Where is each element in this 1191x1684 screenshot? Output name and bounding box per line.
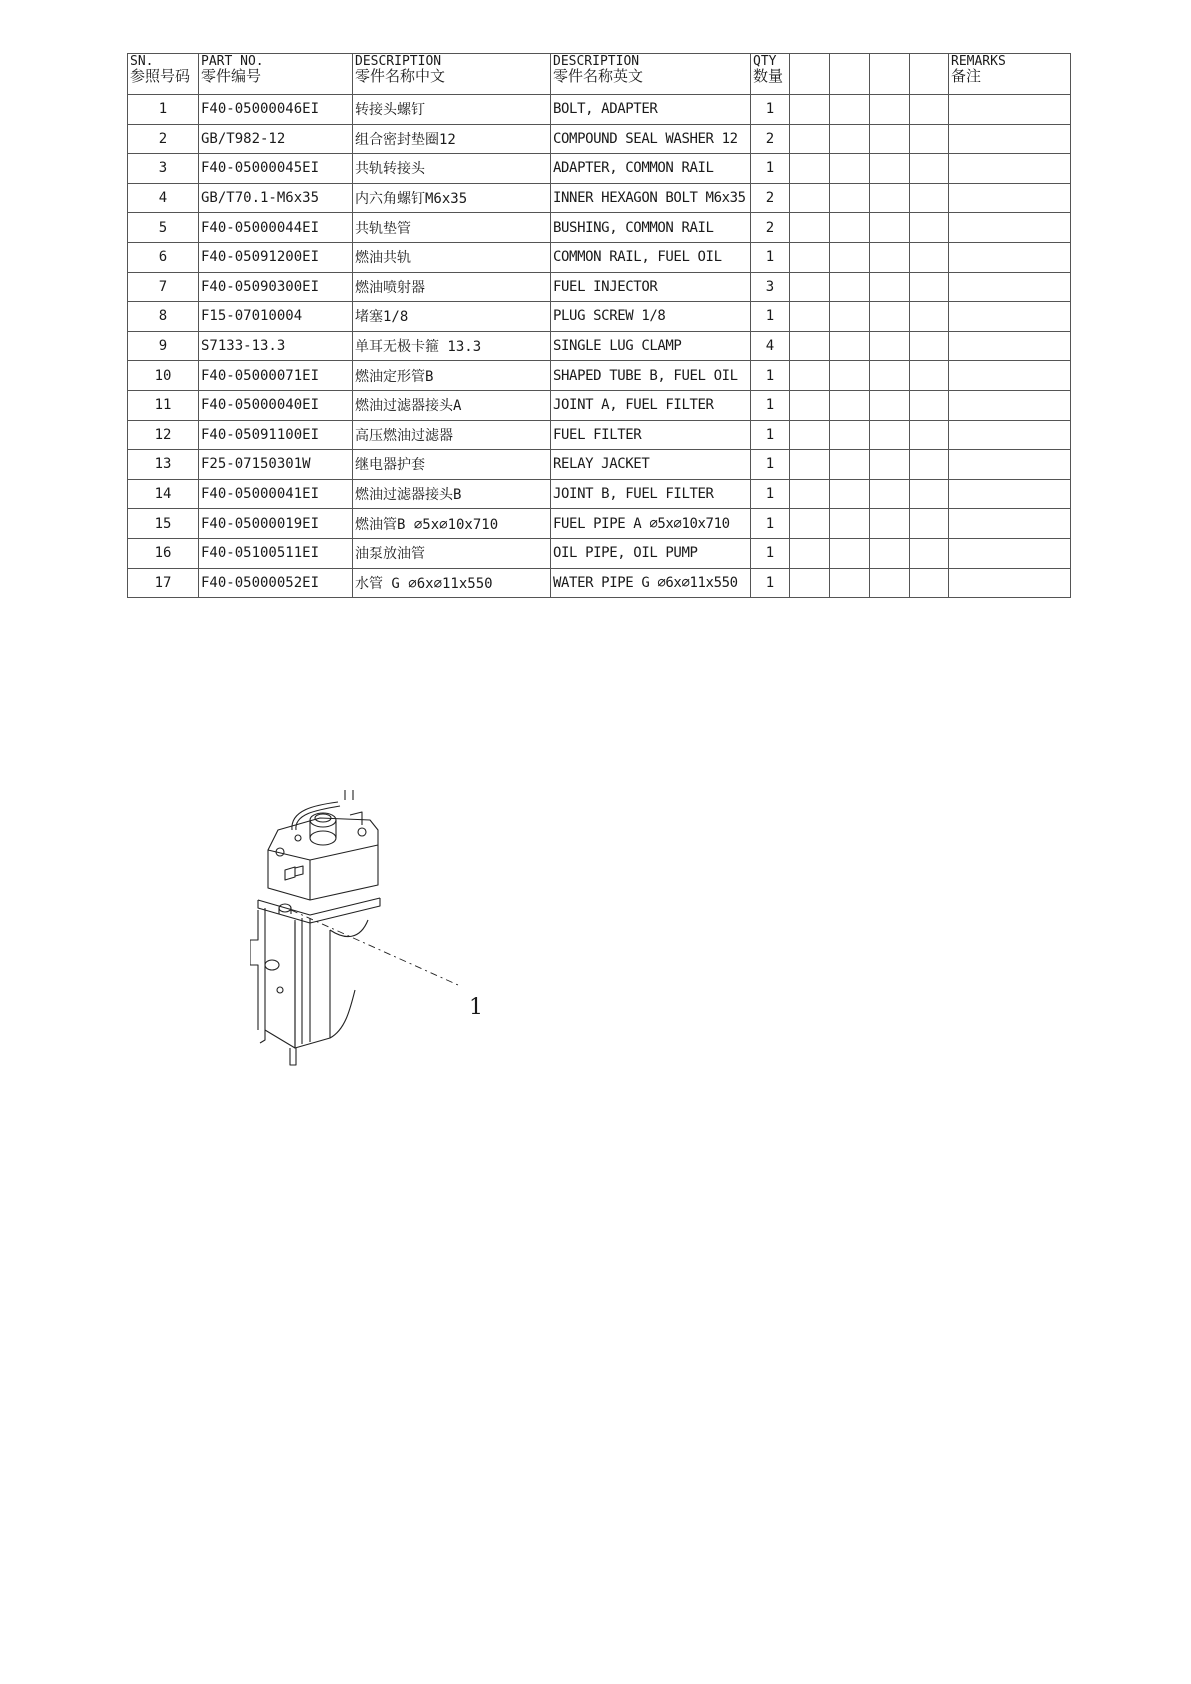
cell-part-number: F40-05091100EI [199, 420, 353, 450]
cell-description-en: OIL PIPE, OIL PUMP [551, 538, 751, 568]
cell-part-number: F40-05000044EI [199, 213, 353, 243]
column-header [128, 54, 199, 95]
cell-sn: 5 [128, 213, 199, 243]
cell-empty [790, 242, 830, 272]
cell-sn: 14 [128, 479, 199, 509]
column-header-cn: 参照号码 [130, 67, 191, 85]
table-row [128, 124, 1071, 154]
cell-empty [790, 183, 830, 213]
cell-remarks [949, 420, 1071, 450]
cell-empty [790, 509, 830, 539]
cell-quantity: 1 [751, 568, 790, 598]
cell-empty [870, 272, 910, 302]
cell-description-cn: 转接头螺钉 [353, 95, 551, 125]
cell-empty [830, 154, 870, 184]
cell-empty [910, 213, 949, 243]
cell-description-en: FUEL INJECTOR [551, 272, 751, 302]
cell-description-en: ADAPTER, COMMON RAIL [551, 154, 751, 184]
cell-description-cn: 燃油过滤器接头A [353, 390, 551, 420]
cell-empty [830, 95, 870, 125]
cell-empty [830, 331, 870, 361]
cell-empty [790, 95, 830, 125]
column-header-en: REMARKS [951, 54, 1006, 69]
cell-sn: 15 [128, 509, 199, 539]
table-row [128, 154, 1071, 184]
cell-quantity: 1 [751, 509, 790, 539]
cell-empty [790, 213, 830, 243]
cell-part-number: F25-07150301W [199, 450, 353, 480]
cell-remarks [949, 390, 1071, 420]
cell-empty [830, 568, 870, 598]
cell-sn: 16 [128, 538, 199, 568]
cell-remarks [949, 509, 1071, 539]
cell-empty [790, 479, 830, 509]
column-header-en: QTY [753, 54, 777, 69]
cell-remarks [949, 242, 1071, 272]
cell-quantity: 1 [751, 95, 790, 125]
cell-part-number: F40-05000052EI [199, 568, 353, 598]
cell-remarks [949, 95, 1071, 125]
cell-empty [870, 183, 910, 213]
cell-empty [830, 302, 870, 332]
cell-remarks [949, 568, 1071, 598]
cell-empty [830, 538, 870, 568]
cell-part-number: S7133-13.3 [199, 331, 353, 361]
column-header [551, 54, 751, 95]
column-header-cn: 零件编号 [201, 67, 262, 85]
cell-description-en: SINGLE LUG CLAMP [551, 331, 751, 361]
cell-description-en: COMMON RAIL, FUEL OIL [551, 242, 751, 272]
cell-empty [910, 183, 949, 213]
cell-remarks [949, 183, 1071, 213]
cell-part-number: F40-05000041EI [199, 479, 353, 509]
cell-empty [870, 213, 910, 243]
cell-part-number: F40-05091200EI [199, 242, 353, 272]
cell-description-en: RELAY JACKET [551, 450, 751, 480]
cell-empty [790, 420, 830, 450]
cell-empty [830, 420, 870, 450]
cell-empty [790, 538, 830, 568]
cell-empty [790, 302, 830, 332]
table-row [128, 331, 1071, 361]
cell-quantity: 1 [751, 420, 790, 450]
column-header-cn: 备注 [951, 67, 982, 85]
cell-description-cn: 单耳无极卡箍 13.3 [353, 331, 551, 361]
cell-description-cn: 内六角螺钉M6x35 [353, 183, 551, 213]
cell-quantity: 2 [751, 213, 790, 243]
cell-remarks [949, 450, 1071, 480]
column-header-en: DESCRIPTION [355, 54, 442, 69]
table-row [128, 479, 1071, 509]
cell-part-number: F40-05100511EI [199, 538, 353, 568]
cell-description-en: JOINT B, FUEL FILTER [551, 479, 751, 509]
cell-empty [830, 450, 870, 480]
cell-empty [910, 479, 949, 509]
cell-part-number: F40-05000071EI [199, 361, 353, 391]
table-row [128, 213, 1071, 243]
cell-remarks [949, 272, 1071, 302]
cell-empty [790, 272, 830, 302]
parts-table [127, 53, 1071, 598]
column-header-en: PART NO. [201, 54, 264, 69]
cell-description-cn: 燃油共轨 [353, 242, 551, 272]
column-header-cn: 数量 [753, 67, 784, 85]
cell-empty [790, 331, 830, 361]
cell-description-cn: 燃油管B ⌀5x⌀10x710 [353, 509, 551, 539]
cell-empty [910, 538, 949, 568]
cell-sn: 3 [128, 154, 199, 184]
cell-description-cn: 组合密封垫圈12 [353, 124, 551, 154]
table-row [128, 538, 1071, 568]
table-row [128, 390, 1071, 420]
cell-empty [910, 302, 949, 332]
cell-empty [870, 538, 910, 568]
cell-empty [870, 390, 910, 420]
cell-empty [910, 124, 949, 154]
cell-sn: 17 [128, 568, 199, 598]
table-header-row [128, 54, 1071, 95]
cell-description-cn: 堵塞1/8 [353, 302, 551, 332]
cell-sn: 2 [128, 124, 199, 154]
cell-quantity: 2 [751, 183, 790, 213]
cell-quantity: 1 [751, 479, 790, 509]
cell-description-en: SHAPED TUBE B, FUEL OIL [551, 361, 751, 391]
cell-empty [910, 450, 949, 480]
cell-description-en: BOLT, ADAPTER [551, 95, 751, 125]
cell-empty [910, 361, 949, 391]
cell-part-number: GB/T982-12 [199, 124, 353, 154]
cell-description-en: FUEL FILTER [551, 420, 751, 450]
cell-remarks [949, 538, 1071, 568]
cell-description-en: COMPOUND SEAL WASHER 12 [551, 124, 751, 154]
table-row [128, 95, 1071, 125]
cell-quantity: 1 [751, 538, 790, 568]
cell-part-number: F40-05000019EI [199, 509, 353, 539]
cell-quantity: 1 [751, 450, 790, 480]
cell-description-cn: 燃油定形管B [353, 361, 551, 391]
cell-description-cn: 燃油过滤器接头B [353, 479, 551, 509]
cell-quantity: 1 [751, 390, 790, 420]
cell-empty [790, 154, 830, 184]
cell-empty [790, 390, 830, 420]
cell-description-en: WATER PIPE G ⌀6x⌀11x550 [551, 568, 751, 598]
cell-empty [910, 331, 949, 361]
table-row [128, 302, 1071, 332]
cell-remarks [949, 154, 1071, 184]
cell-empty [830, 124, 870, 154]
cell-empty [870, 242, 910, 272]
column-header-en: SN. [130, 54, 154, 69]
callout-number: 1 [469, 995, 483, 1020]
cell-empty [870, 450, 910, 480]
cell-empty [910, 272, 949, 302]
cell-description-cn: 水管 G ⌀6x⌀11x550 [353, 568, 551, 598]
cell-quantity: 1 [751, 361, 790, 391]
cell-sn: 4 [128, 183, 199, 213]
cell-description-cn: 高压燃油过滤器 [353, 420, 551, 450]
cell-empty [870, 95, 910, 125]
cell-empty [910, 568, 949, 598]
table-row [128, 361, 1071, 391]
table-row [128, 183, 1071, 213]
table-body [128, 95, 1071, 598]
cell-remarks [949, 213, 1071, 243]
cell-part-number: F15-07010004 [199, 302, 353, 332]
cell-empty [830, 213, 870, 243]
cell-empty [870, 509, 910, 539]
cell-quantity: 2 [751, 124, 790, 154]
table-row [128, 450, 1071, 480]
cell-quantity: 3 [751, 272, 790, 302]
cell-empty [870, 331, 910, 361]
cell-empty [870, 361, 910, 391]
cell-empty [870, 124, 910, 154]
table-row [128, 568, 1071, 598]
cell-sn: 10 [128, 361, 199, 391]
cell-part-number: F40-05090300EI [199, 272, 353, 302]
cell-description-cn: 燃油喷射器 [353, 272, 551, 302]
cell-description-en: PLUG SCREW 1/8 [551, 302, 751, 332]
cell-empty [830, 509, 870, 539]
cell-part-number: F40-05000046EI [199, 95, 353, 125]
cell-sn: 13 [128, 450, 199, 480]
table-row [128, 509, 1071, 539]
cell-empty [910, 95, 949, 125]
cell-empty [790, 450, 830, 480]
column-header [830, 54, 870, 95]
cell-empty [790, 568, 830, 598]
cell-empty [910, 390, 949, 420]
cell-empty [790, 361, 830, 391]
column-header-en: DESCRIPTION [553, 54, 640, 69]
column-header [870, 54, 910, 95]
cell-description-cn: 油泵放油管 [353, 538, 551, 568]
cell-empty [870, 568, 910, 598]
cell-part-number: F40-05000045EI [199, 154, 353, 184]
cell-description-en: INNER HEXAGON BOLT M6x35 [551, 183, 751, 213]
cell-empty [790, 124, 830, 154]
column-header [353, 54, 551, 95]
cell-empty [870, 420, 910, 450]
cell-empty [910, 420, 949, 450]
cell-empty [910, 242, 949, 272]
cell-sn: 1 [128, 95, 199, 125]
cell-description-cn: 共轨转接头 [353, 154, 551, 184]
cell-remarks [949, 331, 1071, 361]
column-header [910, 54, 949, 95]
cell-empty [910, 509, 949, 539]
cell-sn: 9 [128, 331, 199, 361]
cell-empty [830, 390, 870, 420]
cell-quantity: 4 [751, 331, 790, 361]
column-header [949, 54, 1071, 95]
cell-empty [830, 272, 870, 302]
table-row [128, 272, 1071, 302]
cell-remarks [949, 479, 1071, 509]
column-header [790, 54, 830, 95]
cell-empty [830, 242, 870, 272]
cell-empty [870, 302, 910, 332]
cell-sn: 8 [128, 302, 199, 332]
cell-sn: 7 [128, 272, 199, 302]
table-row [128, 420, 1071, 450]
cell-empty [830, 183, 870, 213]
cell-description-cn: 共轨垫管 [353, 213, 551, 243]
cell-part-number: GB/T70.1-M6x35 [199, 183, 353, 213]
column-header-cn: 零件名称中文 [355, 67, 446, 85]
cell-description-en: JOINT A, FUEL FILTER [551, 390, 751, 420]
cell-part-number: F40-05000040EI [199, 390, 353, 420]
cell-empty [910, 154, 949, 184]
cell-quantity: 1 [751, 302, 790, 332]
cell-empty [830, 361, 870, 391]
cell-description-en: BUSHING, COMMON RAIL [551, 213, 751, 243]
column-header-cn: 零件名称英文 [553, 67, 644, 85]
cell-quantity: 1 [751, 154, 790, 184]
column-header [199, 54, 353, 95]
cell-empty [870, 479, 910, 509]
cell-sn: 12 [128, 420, 199, 450]
cell-description-cn: 继电器护套 [353, 450, 551, 480]
cell-sn: 6 [128, 242, 199, 272]
cell-description-en: FUEL PIPE A ⌀5x⌀10x710 [551, 509, 751, 539]
cell-remarks [949, 302, 1071, 332]
cell-empty [830, 479, 870, 509]
column-header [751, 54, 790, 95]
cell-sn: 11 [128, 390, 199, 420]
fuel-filter-assembly-drawing [250, 790, 500, 1090]
cell-remarks [949, 361, 1071, 391]
cell-quantity: 1 [751, 242, 790, 272]
cell-empty [870, 154, 910, 184]
cell-remarks [949, 124, 1071, 154]
table-row [128, 242, 1071, 272]
